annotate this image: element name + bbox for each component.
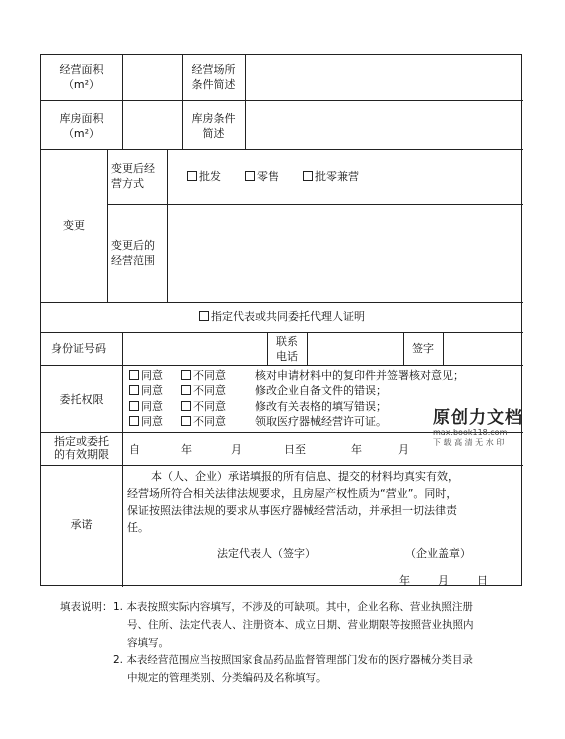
checkbox[interactable] [303,171,313,181]
authority-item: 修改企业自备文件的错误； [255,384,387,397]
instruction-item-1: 1. 本表按照实际内容填写，不涉及的可缺项。其中，企业名称、营业执照注册 号、住所、法定代表人、注册资本、成立日期、营业期限等按照营业执照内 容填写。 [113,601,474,649]
application-form-table [40,54,522,586]
watermark-tagline: 下 载 高 清 无 水 印 [433,438,505,447]
signature-label: 签字 [412,342,434,355]
instructions-label: 填表说明： [60,601,113,613]
sign-year: 年 [399,574,410,587]
period-day-to: 日至 [284,443,306,456]
authority-row: 同意 [129,414,163,429]
column-divider [107,149,108,302]
authority-item: 领取医疗器械经营许可证。 [255,415,387,428]
checkbox[interactable] [181,401,191,411]
id-number-label: 身份证号码 [51,342,106,355]
business-site-desc-label: 经营场所 条件简述 [191,63,236,91]
validity-period-label: 指定或委托 的有效期限 [54,435,109,461]
column-divider [443,332,444,365]
watermark [433,403,523,448]
row-divider [107,204,523,205]
after-scope-label: 变更后的 经营范围 [111,239,155,267]
column-divider [122,332,123,587]
warehouse-desc-label: 库房条件 简述 [191,112,236,140]
row-divider [41,100,523,101]
change-label: 变更 [63,219,85,232]
proxy-certification-title: 指定代表或共同委托代理人证明 [41,309,523,324]
authority-row: 不同意 [181,383,226,398]
checkbox[interactable] [199,311,209,321]
authority-item: 核对申请材料中的复印件并签署核对意见； [255,369,464,382]
legal-rep-signature: 法定代表人（签字） [217,547,316,560]
form-instructions [60,598,113,616]
authority-row: 同意 [129,399,163,414]
sign-day: 日 [477,574,488,587]
watermark-url: max.book118.com [433,428,508,437]
checkbox[interactable] [129,401,139,411]
authority-row: 同意 [129,368,163,383]
row-divider [41,465,523,466]
column-divider [167,149,168,302]
authority-label: 委托权限 [59,393,104,406]
column-divider [122,55,123,149]
checkbox[interactable] [129,370,139,380]
checkbox[interactable] [187,171,197,181]
column-divider [245,55,246,149]
row-divider [41,149,523,150]
period-month: 月 [231,443,242,456]
business-area-label: 经营面积 （m²） [59,63,104,91]
checkbox[interactable] [129,385,139,395]
row-divider [41,302,523,303]
checkbox[interactable] [129,416,139,426]
authority-row: 同意 [129,383,163,398]
option-wholesale-retail[interactable]: 批零兼营 [303,169,359,184]
company-seal: （企业盖章） [405,547,471,560]
pledge-text: 本（人、企业）承诺填报的所有信息、提交的材料均真实有效， 经营场所符合相关法律法规要求，且房屋产权性质为“营业”。同时， 保证按照法律法规的要求从事医疗器械经营活动，并承担一切法律责 任。 [127,470,459,534]
period-year: 年 [181,443,192,456]
period-year: 年 [351,443,362,456]
sign-month: 月 [438,574,449,587]
option-wholesale[interactable]: 批发 [187,169,221,184]
checkbox[interactable] [245,171,255,181]
row-divider [41,365,523,366]
authority-row: 不同意 [181,399,226,414]
phone-label: 联系 电话 [276,335,298,363]
checkbox[interactable] [181,385,191,395]
watermark-title: 原创力文档 [433,408,523,428]
option-retail[interactable]: 零售 [245,169,279,184]
after-method-label: 变更后经 营方式 [111,162,155,190]
period-from: 自 [129,443,140,456]
warehouse-area-label: 库房面积 （m²） [59,112,104,140]
row-divider [41,332,523,333]
authority-item: 修改有关表格的填写错误； [255,400,387,413]
pledge-label: 承诺 [70,518,93,531]
authority-row: 不同意 [181,368,226,383]
checkbox[interactable] [181,370,191,380]
column-divider [307,332,308,365]
checkbox[interactable] [181,416,191,426]
instruction-item-2: 2. 本表经营范围应当按照国家食品药品监督管理部门发布的医疗器械分类目录 中规定的管理类别、分类编码及名称填写。 [113,654,473,684]
period-month: 月 [398,443,409,456]
authority-row: 不同意 [181,414,226,429]
